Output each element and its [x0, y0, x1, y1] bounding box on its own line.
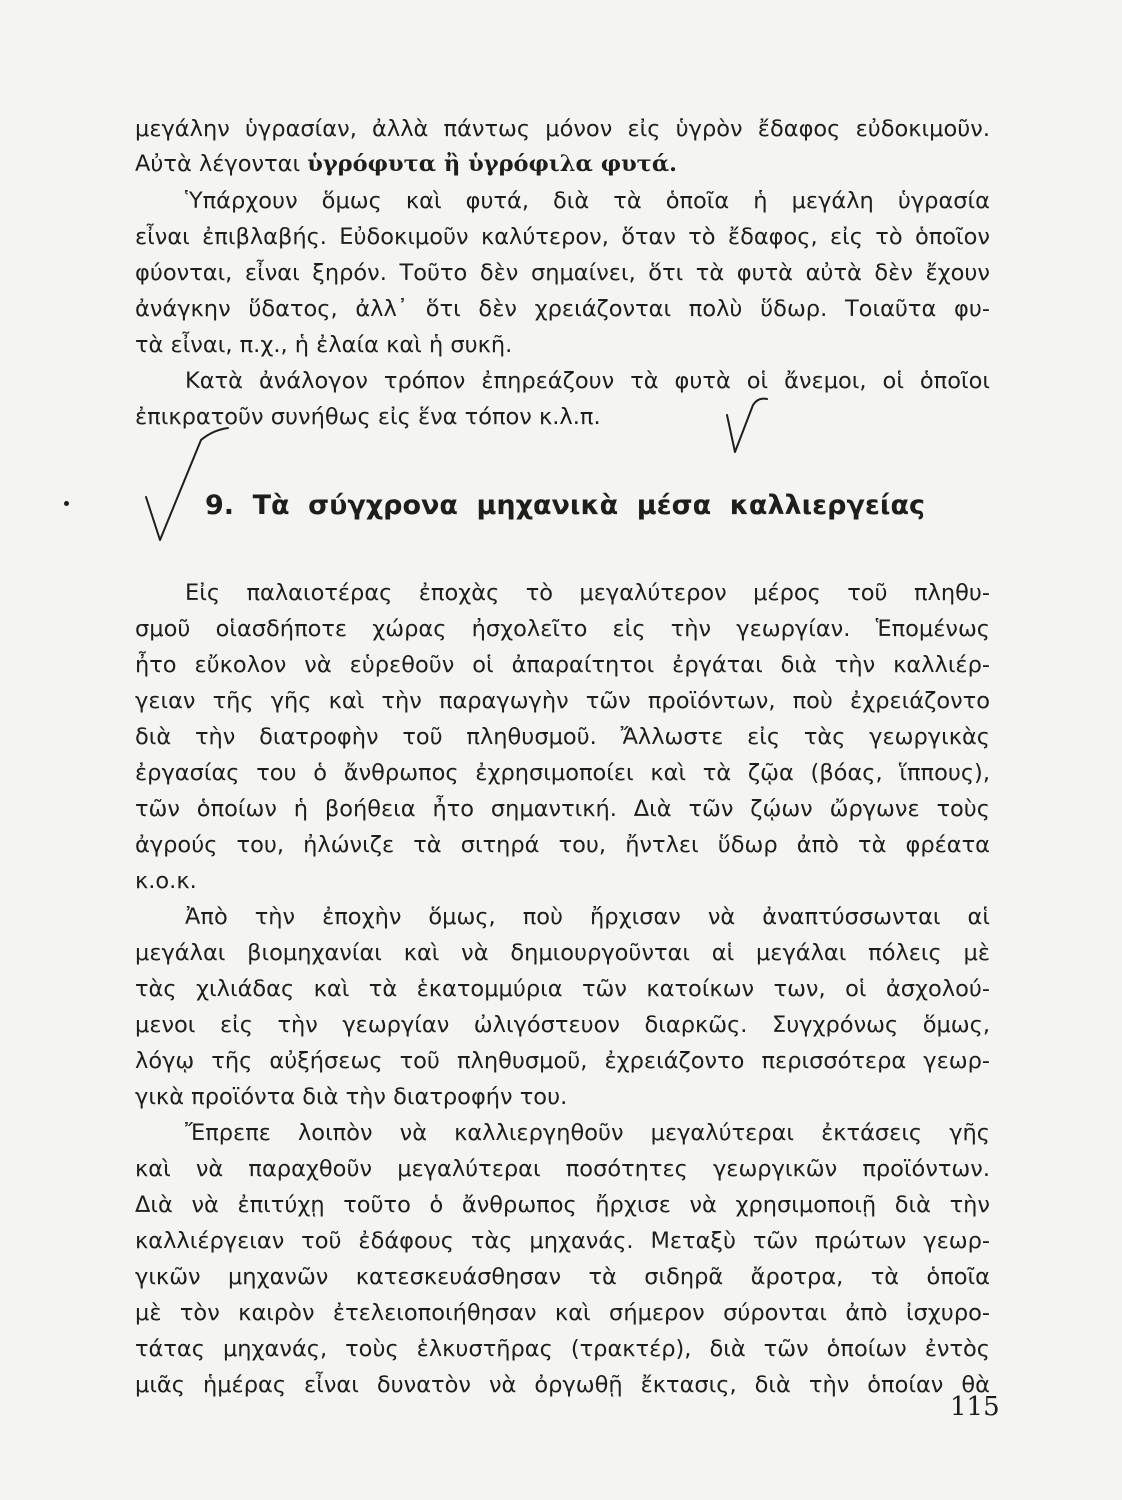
checkmark-icon [146, 428, 228, 540]
text-line: μὲ τὸν καιρὸν ἐτελειοποιήθησαν καὶ σήμερον σύρονται ἀπὸ ἰσχυρο- [135, 1300, 990, 1326]
text-line: γικῶν μηχανῶν κατεσκευάσθησαν τὰ σιδηρᾶ ἄροτρα, τὰ ὁποῖα [135, 1264, 990, 1290]
text-line: φύονται, εἶναι ξηρόν. Τοῦτο δὲν σημαίνει, ὅτι τὰ φυτὰ αὐτὰ δὲν ἔχουν [135, 260, 990, 286]
text-line: τὰς χιλιάδας καὶ τὰ ἑκατομμύρια τῶν κατοίκων των, οἱ ἀσχολού- [135, 976, 990, 1002]
text-line: λόγῳ τῆς αὐξήσεως τοῦ πληθυσμοῦ, ἐχρειάζοντο περισσότερα γεωρ- [135, 1048, 990, 1074]
text-line: τὰ εἶναι, π.χ., ἡ ἐλαία καὶ ἡ συκῆ. [135, 332, 513, 358]
text-line: καλλιέργειαν τοῦ ἐδάφους τὰς μηχανάς. Μεταξὺ τῶν πρώτων γεωρ- [135, 1228, 990, 1254]
text-line: ἐργασίας του ὁ ἄνθρωπος ἐχρησιμοποίει καὶ τὰ ζῷα (βόας, ἵππους), [135, 760, 990, 786]
text-line: σμοῦ οἱασδήποτε χώρας ἠσχολεῖτο εἰς τὴν γεωργίαν. Ἑπομένως [135, 616, 990, 642]
text-line: εἶναι ἐπιβλαβής. Εὐδοκιμοῦν καλύτερον, ὅταν τὸ ἔδαφος, εἰς τὸ ὁποῖον [135, 224, 990, 250]
text-line: γικὰ προϊόντα διὰ τὴν διατροφήν του. [135, 1084, 568, 1110]
text-line: μεγάλην ὑγρασίαν, ἀλλὰ πάντως μόνον εἰς ὑγρὸν ἔδαφος εὐδοκιμοῦν. [135, 116, 990, 142]
text-line: κ.ο.κ. [135, 868, 197, 894]
text-line: Ἔπρεπε λοιπὸν νὰ καλλιεργηθοῦν μεγαλύτεραι ἐκτάσεις γῆς [185, 1120, 990, 1146]
text-line: τῶν ὁποίων ἡ βοήθεια ἦτο σημαντική. Διὰ τῶν ζῴων ὤργωνε τοὺς [135, 796, 990, 822]
text-line: μενοι εἰς τὴν γεωργίαν ὠλιγόστευον διαρκῶς. Συγχρόνως ὅμως, [135, 1012, 990, 1038]
text-line: μεγάλαι βιομηχανίαι καὶ νὰ δημιουργοῦνται αἱ μεγάλαι πόλεις μὲ [135, 940, 990, 966]
text-line: Κατὰ ἀνάλογον τρόπον ἐπηρεάζουν τὰ φυτὰ οἱ ἄνεμοι, οἱ ὁποῖοι [185, 368, 990, 394]
text-line: Εἰς παλαιοτέρας ἐποχὰς τὸ μεγαλύτερον μέρος τοῦ πληθυ- [185, 580, 990, 606]
text-line: γειαν τῆς γῆς καὶ τὴν παραγωγὴν τῶν προϊόντων, ποὺ ἐχρειάζοντο [135, 688, 990, 714]
text-line: Ἀπὸ τὴν ἐποχὴν ὅμως, ποὺ ἤρχισαν νὰ ἀναπτύσσωνται αἱ [185, 904, 990, 930]
ink-dot [64, 501, 69, 506]
text-line: Διὰ νὰ ἐπιτύχῃ τοῦτο ὁ ἄνθρωπος ἤρχισε νὰ χρησιμοποιῇ διὰ τὴν [135, 1192, 990, 1218]
page-number: 115 [950, 1392, 1000, 1422]
section-heading: 9. Τὰ σύγχρονα μηχανικὰ μέσα καλλιεργείας [205, 490, 925, 521]
text-line: ἐπικρατοῦν συνήθως εἰς ἕνα τόπον κ.λ.π. [135, 404, 601, 430]
text-line: μιᾶς ἡμέρας εἶναι δυνατὸν νὰ ὀργωθῇ ἔκτασις, διὰ τὴν ὁποίαν θὰ [135, 1372, 990, 1398]
checkmark-icon [727, 399, 767, 452]
text-line: ἀγρούς του, ἠλώνιζε τὰ σιτηρά του, ἤντλει ὕδωρ ἀπὸ τὰ φρέατα [135, 832, 990, 858]
text-line: ἦτο εὔκολον νὰ εὑρεθοῦν οἱ ἀπαραίτητοι ἐργάται διὰ τὴν καλλιέρ- [135, 652, 990, 678]
bold-term: ὑγρόφυτα ἢ ὑγρόφιλα φυτά. [307, 151, 677, 177]
text-line: διὰ τὴν διατροφὴν τοῦ πληθυσμοῦ. Ἄλλωστε εἰς τὰς γεωργικὰς [135, 724, 990, 750]
text-fragment: Αὐτὰ λέγονται [135, 151, 301, 177]
text-line: τάτας μηχανάς, τοὺς ἑλκυστῆρας (τρακτέρ), διὰ τῶν ὁποίων ἐντὸς [135, 1336, 990, 1362]
text-line: Ὑπάρχουν ὅμως καὶ φυτά, διὰ τὰ ὁποῖα ἡ μεγάλη ὑγρασία [185, 188, 990, 214]
text-line: ἀνάγκην ὕδατος, ἀλλ᾽ ὅτι δὲν χρειάζονται πολὺ ὕδωρ. Τοιαῦτα φυ- [135, 296, 990, 322]
text-line: καὶ νὰ παραχθοῦν μεγαλύτεραι ποσότητες γεωργικῶν προϊόντων. [135, 1156, 990, 1182]
